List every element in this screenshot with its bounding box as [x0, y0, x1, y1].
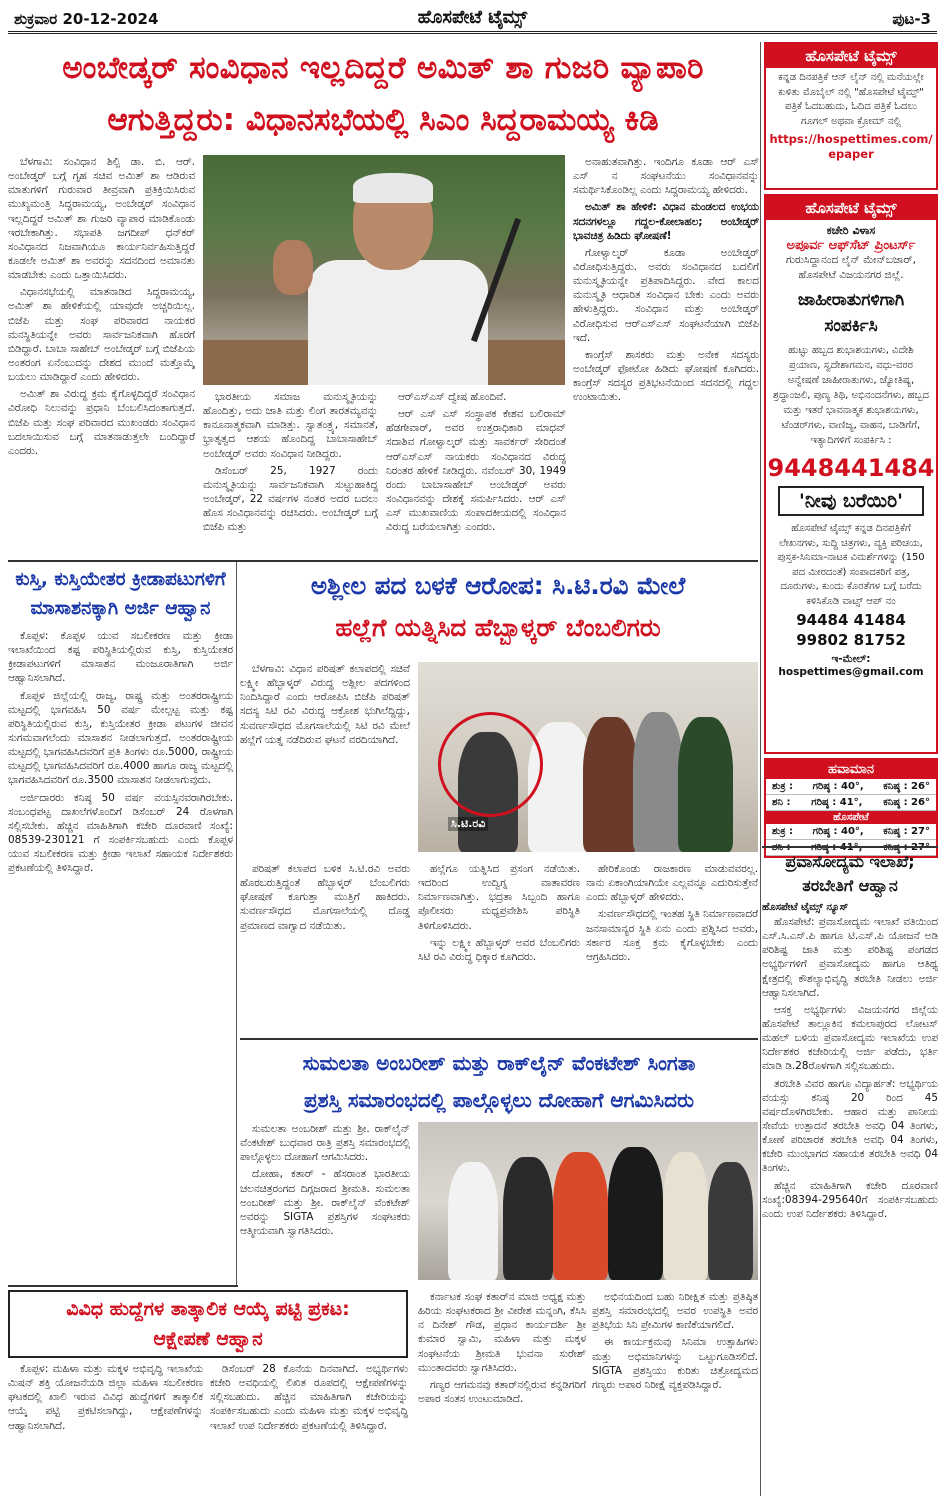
- ad-title-line-1: ಜಾಹೀರಾತುಗಳಿಗಾಗಿ: [797, 290, 905, 311]
- hudde-paragraph: ಡಿಸೆಂಬರ್ 28 ಕೊನೆಯ ದಿನವಾಗಿದೆ. ಅಭ್ಯರ್ಥಿಗಳು ಕಚೇರಿ ಅವಧಿಯಲ್ಲಿ ಲಿಖಿತ ರೂಪದಲ್ಲಿ ಆಕ್ಷೇಪಣೆಗಳನ್ನು ಸಲ್ಲಿಸಬಹುದು. ಹೆಚ್ಚಿನ ಮಾಹಿತಿಗಾಗಿ ಕಚೇರಿಯನ್ನು ಸಂಪರ್ಕಿಸಬಹುದು ಎಂದು ಮಹಿಳಾ ಮತ್ತು ಮಕ್ಕಳ ಅಭಿವೃದ್ಧಿ ಇಲಾಖೆ ಉಪ ನಿರ್ದೇಶಕರು ಪ್ರಕಟಣೆಯಲ್ಲಿ ತಿಳಿಸಿದ್ದಾರೆ.: [210, 1363, 408, 1432]
- hudde-headline: [8, 1290, 408, 1358]
- weather-min: ಕನಿಷ್ಠ : 26°: [883, 781, 930, 792]
- weather-row: [766, 779, 936, 795]
- lead-headline-line-1: ಅಂಬೇಡ್ಕರ್ ಸಂವಿಧಾನ ಇಲ್ಲದಿದ್ದರೆ ಅಮಿತ್ ಶಾ ಗುಜರಿ ವ್ಯಾಪಾರಿ: [62, 50, 704, 86]
- pravasodyama-paragraph: ಹೆಚ್ಚಿನ ಮಾಹಿತಿಗಾಗಿ ಕಚೇರಿ ದೂರವಾಣಿ ಸಂಖ್ಯೆ:08394-295640ಗೆ ಸಂಪರ್ಕಿಸಬಹುದು ಎಂದು ಉಪ ನಿರ್ದೇಶಕರು ತಿಳಿಸಿದ್ದಾರೆ.: [762, 1179, 938, 1220]
- lead-paragraph: ಆರ್‌ಎಸ್‌ಎಸ್ ದ್ವೇಷ ಹೊಂದಿವೆ.: [398, 391, 507, 403]
- column-rule: [236, 562, 237, 1287]
- ad-title: [766, 288, 936, 339]
- photo-person-hair: [353, 173, 433, 203]
- hudde-paragraph: ಕೊಪ್ಪಳ: ಮಹಿಳಾ ಮತ್ತು ಮಕ್ಕಳ ಅಭಿವೃದ್ಧಿ ಇಲಾಖೆಯ ಮಿಷನ್ ಶಕ್ತಿ ಯೋಜನೆಯಡಿ ಜಿಲ್ಲಾ ಮಹಿಳಾ ಸಬಲೀಕರಣ ಘಟಕದಲ್ಲಿ ಖಾಲಿ ಇರುವ ವಿವಿಧ ಹುದ್ದೆಗಳಿಗೆ ತಾತ್ಕಾಲಿಕ ಆಯ್ಕೆ ಪಟ್ಟಿ ಪ್ರಕಟಿಸಲಾಗಿದ್ದು, ಆಕ್ಷೇಪಣೆಗಳನ್ನು ಆಹ್ವಾನಿಸಲಾಗಿದೆ.: [8, 1363, 203, 1432]
- ctravi-column-1: [240, 662, 410, 857]
- kusti-story: [8, 565, 233, 1229]
- press-ad-brand: ಹೊಸಪೇಟೆ ಟೈಮ್ಸ್: [766, 196, 936, 220]
- highlight-circle: [438, 712, 543, 817]
- page-number: ಪುಟ-3: [892, 10, 931, 28]
- masthead: [8, 6, 937, 34]
- lead-subhead: ಅಮಿತ್ ಶಾ ಹೇಳಿಕೆ: ವಿಧಾನ ಮಂಡಲದ ಉಭಯ ಸದನಗಳಲ್ಲೂ ಗದ್ದಲ-ಕೋಲಾಹಲ; ಅಂಬೇಡ್ಕರ್ ಭಾವಚಿತ್ರ ಹಿಡಿದು ಘೋಷಣೆ!: [573, 201, 759, 242]
- photo-person-body: [308, 260, 488, 385]
- epaper-link[interactable]: https://hospettimes.com/: [769, 132, 933, 146]
- photo-person: [633, 712, 683, 852]
- sumalatha-paragraph: ಈ ಕಾರ್ಯಕ್ರಮವು ಸಿನಿಮಾ ಉತ್ಸಾಹಿಗಳು ಮತ್ತು ಅಭಿಮಾನಿಗಳನ್ನು ಒಟ್ಟುಗೂಡಿಸಲಿದೆ. SIGTA ಪ್ರಶಸ್ತಿಯು ಕುರಿತು ಚಿತ್ರೋದ್ಯಮದ ಗಣ್ಯರು ಅಪಾರ ನಿರೀಕ್ಷೆ ವ್ಯಕ್ತಪಡಿಸಿದ್ದಾರೆ.: [592, 1336, 758, 1391]
- office-address-label: ಕಚೇರಿ ವಿಳಾಸ: [826, 224, 876, 237]
- weather-title: ಹವಾಮಾನ: [766, 760, 936, 779]
- sumalatha-headline-line-1: ಸುಮಲತಾ ಅಂಬರೀಶ್ ಮತ್ತು ರಾಕ್‌ಲೈನ್ ವೆಂಕಟೇಶ್ ಸಿಂಗತಾ: [302, 1051, 696, 1075]
- ad-categories: ಹುಟ್ಟು ಹಬ್ಬದ ಶುಭಾಶಯಗಳು, ವಿದೇಶಿ ಪ್ರಯಾಣ, ಸ್ವದೇಶಾಗಮನ, ವಧು-ವರರ ಅನ್ವೇಷಣೆ ಜಾಹೀರಾತುಗಳು, ಜ್ಯೋತಿಷ್ಯ, ಶ್ರದ್ಧಾಂಜಲಿ, ಪುಣ್ಯ ತಿಥಿ, ಅಭಿನಂದನೆಗಳು, ಹಬ್ಬದ ಮತ್ತು ಇತರೆ ಭಾವನಾತ್ಮಕ ಶುಭಾಶಯಗಳು, ಟೆಂಡರ್‌ಗಳು, ವಾಣಿಜ್ಯ, ವಾಹನ, ಬಾಡಿಗೆಗೆ, ಇತ್ಯಾದಿಗಳಿಗೆ ಸಂಪರ್ಕಿಸಿ :: [773, 345, 929, 447]
- epaper-ad-text: ಕನ್ನಡ ದಿನಪತ್ರಿಕೆ ಆನ್ ಲೈನ್ ನಲ್ಲಿ ಮನೆಯಲ್ಲೇ ಕುಳಿತು ಮೊಬೈಲ್ ನಲ್ಲಿ "ಹೊಸಪೇಟೆ ಟೈಮ್ಸ್" ಪತ್ರಿಕೆ ಓದಬಹುದು, ಓದಿದ ಪತ್ರಿಕೆ ಓದಲು ಗೂಗಲ್ ಅಥವಾ ಕ್ರೋಮ್ ನಲ್ಲಿ: [778, 72, 924, 127]
- section-rule: [8, 560, 758, 562]
- lead-headline: [8, 42, 758, 152]
- ctravi-paragraph: ಬೆಳಗಾವಿ: ವಿಧಾನ ಪರಿಷತ್ ಕಲಾಪದಲ್ಲಿ ಸಚಿವೆ ಲಕ್ಷ್ಮೀ ಹೆಬ್ಬಾಳ್ಕರ್ ವಿರುದ್ಧ ಅಶ್ಲೀಲ ಪದಗಳಿಂದ ನಿಂದಿಸಿದ್ದಾರೆ ಎಂದು ಆರೋಪಿಸಿ ಬಿಜೆಪಿ ಪರಿಷತ್ ಸದಸ್ಯ ಸಿಟಿ ರವಿ ವಿರುದ್ಧ ಆಕ್ರೋಶ ಭುಗಿಲೆದ್ದಿದ್ದು, ಸುವರ್ಣಸೌಧದ ಮೊಗಸಾಲೆಯಲ್ಲಿ ಸಿಟಿ ರವಿ ಮೇಲೆ ಹಲ್ಲೆಗೆ ಯತ್ನ ನಡೆದಿರುವ ಘಟನೆ ವರದಿಯಾಗಿದೆ.: [240, 663, 410, 746]
- pravasodyama-paragraph: ತರಬೇತಿ ವಿವರ ಹಾಗೂ ವಿದ್ಯಾರ್ಹತೆ: ಅಭ್ಯರ್ಥಿಯ ವಯಸ್ಸು ಕನಿಷ್ಠ 20 ರಿಂದ 45 ವರ್ಷದೊಳಗಿರಬೇಕು. ಆಹಾರ ಮತ್ತು ಪಾನೀಯ ಸೇವೆಯ ಉತ್ಪಾದನೆ ತರಬೇತಿ ಅವಧಿ 04 ತಿಂಗಳು, ಕೋಣೆ ಪರಿಚಾರಕ ತರಬೇತಿ ಅವಧಿ 04 ತಿಂಗಳು, ಕಚೇರಿ ಮುಂಭಾಗದ ಸಹಾಯಕ ತರಬೇತಿ ಅವಧಿ 04 ತಿಂಗಳು.: [762, 1077, 938, 1175]
- photo-person-hand: [273, 240, 313, 295]
- weather-day: ಶನಿ :: [772, 797, 791, 808]
- pravasodyama-body: [762, 915, 938, 1504]
- sumalatha-paragraph: ಅಭಿನಯದಿಂದ ಬಹು ನಿರೀಕ್ಷಿತ ಮತ್ತು ಪ್ರತಿಷ್ಠಿತ ಪ್ರಶಸ್ತಿ ಸಮಾರಂಭದಲ್ಲಿ ಅವರ ಉಪಸ್ಥಿತಿ ಅವರ ಪ್ರತಿಭೆಯ ಸಿನಿ ಪ್ರೇಮಿಗಳ ಕಾಣಿಕೆಯಾಗಲಿದೆ.: [592, 1291, 758, 1332]
- lead-paragraph: ಡಿಸೆಂಬರ್ 25, 1927 ರಂದು ಮನುಸ್ಮೃತಿಯನ್ನು ಸಾರ್ವಜನಿಕವಾಗಿ ಸುಟ್ಟುಹಾಕಿದ್ದ ಅಂಬೇಡ್ಕರ್, 22 ವರ್ಷಗಳ ನಂತರ ಅದರ ಬದಲು ಹೊಸ ಸಂವಿಧಾನವನ್ನು ರಚಿಸಿದರು. ಅಂಬೇಡ್ಕರ್ ಬಗ್ಗೆ ಬಿಜೆಪಿ ಮತ್ತು: [203, 464, 378, 534]
- lead-headline-line-2: ಆಗುತ್ತಿದ್ದರು: ವಿಧಾನಸಭೆಯಲ್ಲಿ ಸಿಎಂ ಸಿದ್ದರಾಮಯ್ಯ ಕಿಡಿ: [107, 102, 659, 138]
- weather-min: ಕನಿಷ್ಠ : 26°: [883, 797, 930, 808]
- hudde-headline-line-1: ವಿವಿಧ ಹುದ್ದೆಗಳ ತಾತ್ಕಾಲಿಕ ಆಯ್ಕೆ ಪಟ್ಟಿ ಪ್ರಕಟ:: [66, 1298, 350, 1320]
- weather-day: ಶುಕ್ರ :: [772, 781, 794, 792]
- sumalatha-column-1: [240, 1122, 410, 1282]
- pravasodyama-paragraph: ಆಸಕ್ತ ಅಭ್ಯರ್ಥಿಗಳು ವಿಜಯನಗರ ಜಿಲ್ಲೆಯ ಹೊಸಪೇಟೆ ತಾಲ್ಲೂಕಿನ ಕಮಲಾಪುರದ ಲೋಟಸ್ ಮಹಲ್ ಬಳಿಯ ಪ್ರವಾಸೋದ್ಯಮ ಇಲಾಖೆಯ ಉಪ ನಿರ್ದೇಶಕರ ಕಚೇರಿಯಲ್ಲಿ ಅರ್ಜಿ ಪಡೆದು, ಭರ್ತಿ ಮಾಡಿ ಡಿ.28ರೊಳಗಾಗಿ ಸಲ್ಲಿಸಬಹುದು.: [762, 1003, 938, 1073]
- whatsapp-number-2[interactable]: 99802 81752: [796, 630, 906, 649]
- ctravi-headline-line-2: ಹಲ್ಲೆಗೆ ಯತ್ನಿಸಿದ ಹೆಬ್ಬಾಳ್ಕರ್ ಬೆಂಬಲಿಗರು: [335, 613, 661, 642]
- pravasodyama-story: [762, 850, 938, 1504]
- pravasodyama-headline: ಪ್ರವಾಸೋದ್ಯಮ ಇಲಾಖೆ; ತರಬೇತಿಗೆ ಆಹ್ವಾನ: [785, 852, 915, 895]
- ctravi-paragraph: ಪರಿಷತ್ ಕಲಾಪದ ಬಳಿಕ ಸಿ.ಟಿ.ರವಿ ಅವರು ಹೊರಬರುತ್ತಿದ್ದಂತೆ ಹೆಬ್ಬಾಳ್ಕರ್ ಬೆಂಬಲಿಗರು ಘೋಷಣೆ ಕೂಗುತ್ತಾ ಮುತ್ತಿಗೆ ಹಾಕಿದರು. ಸುವರ್ಣಸೌಧದ ಮೊಗಸಾಲೆಯಲ್ಲಿ ದೊಡ್ಡ ಪ್ರಮಾಣದ ವಾಗ್ವಾದ ನಡೆಯಿತು.: [240, 863, 410, 932]
- section-rule: [240, 1038, 758, 1040]
- ctravi-column-1b: [240, 862, 410, 1032]
- section-rule: [8, 1285, 238, 1287]
- lead-paragraph: ಅಮಿತ್ ಶಾ ವಿರುದ್ಧ ಕ್ರಮ ಕೈಗೊಳ್ಳದಿದ್ದರೆ ಸಂವಿಧಾನ ವಿರೋಧಿ ನಿಲುವನ್ನು ಪ್ರಧಾನಿ ಬೆಂಬಲಿಸಿದಂತಾಗುತ್ತದೆ. ಬಿಜೆಪಿ ಮತ್ತು ಸಂಘ ಪರಿವಾರದ ಮುಖಂಡರು ಸಂವಿಧಾನ ಬದಲಾಯಿಸುವ ಬಗ್ಗೆ ಮಾತನಾಡುತ್ತಲೇ ಬಂದಿದ್ದಾರೆ ಎಂದರು.: [8, 388, 195, 457]
- weather-max: ಗರಿಷ್ಠ : 40°,: [812, 826, 864, 837]
- weather-city: ಹೊಸಪೇಟೆ: [766, 811, 936, 824]
- ctravi-headline: [240, 565, 756, 649]
- whatsapp-number-1[interactable]: 94484 41484: [796, 611, 906, 630]
- write-to-us-slogan: 'ನೀವು ಬರೆಯಿರಿ': [778, 486, 924, 516]
- ctravi-photo: [418, 662, 758, 852]
- sumalatha-column-3: [592, 1290, 758, 1496]
- hudde-column-1: [8, 1362, 203, 1496]
- sumalatha-paragraph: ಸುಮಲತಾ ಅಂಬರೀಶ್ ಮತ್ತು ಶ್ರೀ. ರಾಕ್‌ಲೈನ್ ವೆಂಕಟೇಶ್ ಬುಧವಾರ ರಾತ್ರಿ ಪ್ರಶಸ್ತಿ ಸಮಾರಂಭದಲ್ಲಿ ಪಾಲ್ಗೊಳ್ಳಲು ದೋಹಾಗೆ ಆಗಮಿಸಿದರು.: [240, 1123, 410, 1164]
- photo-person: [448, 1162, 498, 1280]
- pravasodyama-byline: ಹೊಸಪೇಟೆ ಟೈಮ್ಸ್ ನ್ಯೂಸ್: [762, 902, 849, 913]
- hudde-headline-line-2: ಆಕ್ಷೇಪಣೆ ಆಹ್ವಾನ: [153, 1328, 263, 1350]
- sumalatha-headline-line-2: ಪ್ರಶಸ್ತಿ ಸಮಾರಂಭದಲ್ಲಿ ಪಾಲ್ಗೊಳ್ಳಲು ದೋಹಾಗೆ ಆಗಮಿಸಿದರು: [303, 1088, 695, 1112]
- issue-date: ಶುಕ್ರವಾರ 20-12-2024: [14, 10, 159, 28]
- write-to-us-text: ಹೊಸಪೇಟೆ ಟೈಮ್ಸ್ ಕನ್ನಡ ದಿನಪತ್ರಿಕೆಗೆ ಲೇಖನಗಳು, ಸುದ್ದಿ ಚಿತ್ರಗಳು, ವ್ಯಕ್ತಿ ಪರಿಚಯ, ಪುಸ್ತಕ-ಸಿನಿಮಾ-ನಾಟಕ ವಿಮರ್ಶೆಗಳನ್ನು (150 ಪದ ಮೀರದಂತೆ) ಸಂಪಾದಕರಿಗೆ ಪತ್ರ, ದೂರುಗಳು, ಕುಂದು ಕೊರತೆಗಳ ಬಗ್ಗೆ ಬರೆದು ಕಳಿಸಿಕೊಡಿ ವಾಟ್ಸ್ ಆಪ್ ನಂ: [777, 523, 925, 607]
- sumalatha-headline: [240, 1045, 758, 1119]
- hudde-story: [8, 1290, 408, 1358]
- sumalatha-paragraph: ದೋಹಾ, ಕತಾರ್ - ಹೆಸರಾಂತ ಭಾರತೀಯ ಚಲನಚಿತ್ರರಂಗದ ದಿಗ್ಗಜರಾದ ಶ್ರೀಮತಿ. ಸುಮಲತಾ ಅಂಬರೀಶ್ ಮತ್ತು ಶ್ರೀ. ರಾಕ್‌ಲೈನ್ ವೆಂಕಟೇಶ್ ಅವರನ್ನು SIGTA ಪ್ರಶಸ್ತಿಗಳ ಸಂಘಟಕರು ಆತ್ಮೀಯವಾಗಿ ಸ್ವಾಗತಿಸಿದರು.: [240, 1168, 410, 1237]
- lead-column-2: [203, 390, 378, 555]
- lead-paragraph: ಬೆಳಗಾವಿ: ಸಂವಿಧಾನ ಶಿಲ್ಪಿ ಡಾ. ಬಿ. ಆರ್. ಅಂಬೇಡ್ಕರ್ ಬಗ್ಗೆ ಗೃಹ ಸಚಿವ ಅಮಿತ್ ಶಾ ಆಡಿರುವ ಮಾತುಗಳಿಗೆ ಗುರುವಾರ ತೀವ್ರವಾಗಿ ಪ್ರತಿಕ್ರಿಯಿಸಿರುವ ಮುಖ್ಯಮಂತ್ರಿ ಸಿದ್ದರಾಮಯ್ಯ, ಅಂಬೇಡ್ಕರ್ ಸಂವಿಧಾನ ಇಲ್ಲದಿದ್ದರೆ ಅಮಿತ್ ಶಾ ಗುಜರಿ ವ್ಯಾಪಾರ ಮಾಡಿಕೊಂಡು ಇರಬೇಕಾಗಿತ್ತು. ಸಭಾಪತಿ ಜಗದೀಪ್ ಧನ್‌ಕರ್ ಸಂವಿಧಾನದ ನಿಜವಾಗಿಯೂ ಕಾರ್ಯನಿರ್ವಹಿಸುತ್ತಿದ್ದರೆ ಕೂಡಲೇ ಅಮಿತ್ ಶಾ ಅವರನ್ನು ಸದನದಿಂದ ಅಮಾನತು ಮಾಡಬೇಕು ಎಂದು ಒತ್ತಾಯಿಸಿದರು.: [8, 156, 195, 282]
- ctravi-column-2: [418, 862, 580, 1032]
- contact-email[interactable]: ಇ-ಮೇಲ್: hospettimes@gmail.com: [778, 653, 924, 679]
- weather-row: [766, 795, 936, 811]
- epaper-ad: [764, 42, 938, 190]
- ctravi-headline-line-1: ಅಶ್ಲೀಲ ಪದ ಬಳಕೆ ಆರೋಪ: ಸಿ.ಟಿ.ರವಿ ಮೇಲೆ: [310, 571, 686, 600]
- ctravi-paragraph: ಹಲ್ಲೆಗೂ ಯತ್ನಿಸಿದ ಪ್ರಸಂಗ ನಡೆಯಿತು. ಇದರಿಂದ ಉದ್ವಿಗ್ನ ವಾತಾವರಣ ನಿರ್ಮಾಣವಾಗಿತ್ತು. ಭದ್ರತಾ ಸಿಬ್ಬಂದಿ ಹಾಗೂ ಪೊಲೀಸರು ಮಧ್ಯಪ್ರವೇಶಿಸಿ ಪರಿಸ್ಥಿತಿ ತಿಳಿಗೊಳಿಸಿದರು.: [418, 863, 580, 932]
- kusti-paragraph: ಕೊಪ್ಪಳ: ಕೊಪ್ಪಳ ಯುವ ಸಬಲೀಕರಣ ಮತ್ತು ಕ್ರೀಡಾ ಇಲಾಖೆಯಿಂದ ಕಷ್ಟ ಪರಿಸ್ಥಿತಿಯಲ್ಲಿರುವ ಕುಸ್ತಿ, ಕುಸ್ತಿಯೇತರ ಕ್ರೀಡಾಪಟುಗಳಿಗೆ ಮಾಸಾಶನ ಮಂಜೂರಾತಿಗಾಗಿ ಅರ್ಜಿ ಆಹ್ವಾನಿಸಲಾಗಿದೆ.: [8, 630, 233, 685]
- photo-person: [663, 1152, 708, 1280]
- photo-person: [503, 1157, 553, 1280]
- epaper-link-path[interactable]: epaper: [828, 146, 874, 161]
- ctravi-column-3: [586, 862, 758, 1032]
- epaper-ad-brand: ಹೊಸಪೇಟೆ ಟೈಮ್ಸ್: [766, 44, 936, 68]
- kusti-body: [8, 629, 233, 1229]
- lead-column-1: [8, 155, 195, 555]
- office-address: ಗುರುಸಿದ್ದಾನಂದ ಲೈನ್ ಮೇನ್‌ಬಜಾರ್, ಹೊಸಪೇಟೆ ವಿಜಯನಗರ ಜಿಲ್ಲೆ.: [786, 254, 916, 281]
- ctravi-paragraph: ಸುವರ್ಣಸೌಧದಲ್ಲಿ ಇಂತಹ ಸ್ಥಿತಿ ನಿರ್ಮಾಣವಾದರೆ ಜನಸಾಮಾನ್ಯರ ಸ್ಥಿತಿ ಏನು ಎಂದು ಪ್ರಶ್ನಿಸಿದ ಅವರು, ಸರ್ಕಾರ ಸೂಕ್ತ ಕ್ರಮ ಕೈಗೊಳ್ಳಬೇಕು ಎಂದು ಆಗ್ರಹಿಸಿದರು.: [586, 908, 758, 963]
- photo-caption: ಸಿ.ಟಿ.ರವಿ: [448, 817, 488, 831]
- weather-max: ಗರಿಷ್ಠ : 40°,: [812, 781, 864, 792]
- pravasodyama-paragraph: ಹೊಸಪೇಟೆ: ಪ್ರವಾಸೋದ್ಯಮ ಇಲಾಖೆ ವತಿಯಿಂದ ಎಸ್.ಸಿ.ಎಸ್.ಪಿ ಹಾಗೂ ಟಿ.ಎಸ್.ಪಿ ಯೋಜನೆ ಅಡಿ ಪರಿಶಿಷ್ಟ ಜಾತಿ ಮತ್ತು ಪರಿಶಿಷ್ಟ ಪಂಗಡದ ಅಭ್ಯರ್ಥಿಗಳಿಗೆ ಪ್ರವಾಸೋದ್ಯಮ ಹಾಗೂ ಆತಿಥ್ಯ ಕ್ಷೇತ್ರದಲ್ಲಿ ಕೌಶಲ್ಯಾಭಿವೃದ್ಧಿ ತರಬೇತಿ ನೀಡಲು ಅರ್ಜಿ ಆಹ್ವಾನಿಸಲಾಗಿದೆ.: [762, 916, 938, 999]
- photo-person: [678, 717, 733, 852]
- weather-day: ಶುಕ್ರ :: [772, 826, 794, 837]
- advertising-contact-ad: [764, 194, 938, 754]
- sumalatha-photo: [418, 1122, 758, 1280]
- ctravi-paragraph: ಇನ್ನು ಲಕ್ಷ್ಮೀ ಹೆಬ್ಬಾಳ್ಕರ್ ಅವರ ಬೆಂಬಲಿಗರು ಸಿಟಿ ರವಿ ವಿರುದ್ಧ ಧಿಕ್ಕಾರ ಕೂಗಿದರು.: [418, 936, 580, 963]
- sidebar: [764, 42, 938, 842]
- lead-paragraph: ಆರ್ ಎಸ್ ಎಸ್ ಸಂಸ್ಥಾಪಕ ಕೇಶವ ಬಲಿರಾಮ್ ಹೆಡಗೇವಾರ್, ಅವರ ಉತ್ತರಾಧಿಕಾರಿ ಮಾಧವ್ ಸದಾಶಿವ ಗೋಳ್ವಾಲ್ಕರ್ ಮತ್ತು ಸಾವರ್ಕರ್ ಸೇರಿದಂತೆ ಆರ್‌ಎಸ್‌ಎಸ್ ನಾಯಕರು ಸಂವಿಧಾನದ ವಿರುದ್ಧ ನಿರಂತರ ಹೇಳಿಕೆ ನೀಡಿದ್ದರು. ನವೆಂಬರ್ 30, 1949 ರಂದು ಬಾಬಾಸಾಹೇಬ್ ಅಂಬೇಡ್ಕರ್ ಅವರು ಸಂವಿಧಾನವನ್ನು ದೇಶಕ್ಕೆ ಸಮರ್ಪಿಸಿದರು. ಆರ್ ಎಸ್ ಎಸ್ ಮುಖವಾಣಿಯ ಸಂಪಾದಕೀಯದಲ್ಲಿ ಸಂವಿಧಾನ ವಿರುದ್ಧ ಬರೆಯಲಾಗಿತ್ತು ಎಂದರು.: [386, 408, 566, 534]
- photo-person: [583, 717, 638, 852]
- press-name: ಅಪೂರ್ವ ಆಫ್‌ಸೆಟ್ ಪ್ರಿಂಟರ್ಸ್: [786, 238, 916, 253]
- lead-paragraph: ಭಾರತೀಯ ಸಮಾಜ ಮನುಸ್ಮೃತಿಯನ್ನು ಹೊಂದಿತ್ತು, ಅದು ಜಾತಿ ಮತ್ತು ಲಿಂಗ ತಾರತಮ್ಯವನ್ನು ಕಾನೂನಾತ್ಮಕವಾಗಿ ಮಾಡಿತ್ತು. ಸ್ವಾತಂತ್ರ್ಯ, ಸಮಾನತೆ, ಭ್ರಾತೃತ್ವದ ಆಶಯ ಹೊಂದಿದ್ದ ಬಾಬಾಸಾಹೇಬ್ ಅಂಬೇಡ್ಕರ್ ಅವರು ಸಂವಿಧಾನ ನೀಡಿದ್ದರು.: [203, 391, 378, 460]
- kusti-paragraph: ಕೊಪ್ಪಳ ಜಿಲ್ಲೆಯಲ್ಲಿ ರಾಜ್ಯ, ರಾಷ್ಟ್ರ ಮತ್ತು ಅಂತರರಾಷ್ಟ್ರೀಯ ಮಟ್ಟದಲ್ಲಿ ಭಾಗವಹಿಸಿ 50 ವರ್ಷ ಮೇಲ್ಪಟ್ಟ ಮತ್ತು ಕಷ್ಟ ಪರಿಸ್ಥಿತಿಯಲ್ಲಿರುವ ಕುಸ್ತಿ, ಕುಸ್ತಿಯೇತರ ಕ್ರೀಡಾ ಪಟುಗಳ ಜೀವನ ಸುಗಮವಾಗಲೆಂದು ಮಾಸಾಶನ ನೀಡಲಾಗುತ್ತದೆ. ಅಂತರರಾಷ್ಟ್ರೀಯ ಮಟ್ಟದಲ್ಲಿ ಭಾಗವಹಿಸಿದವರಿಗೆ ಪ್ರತಿ ತಿಂಗಳು ರೂ.5000, ರಾಷ್ಟ್ರೀಯ ಮಟ್ಟದಲ್ಲಿ ಭಾಗವಹಿಸಿದವರಿಗೆ ರೂ.4000 ಹಾಗೂ ರಾಜ್ಯ ಮಟ್ಟದಲ್ಲಿ ಭಾಗವಹಿಸಿದವರಿಗೆ ರೂ.3500 ಮಾಸಾಶನ ನೀಡಲಾಗುವುದು.: [8, 689, 233, 787]
- ad-title-line-2: ಸಂಪರ್ಕಿಸಿ: [824, 315, 878, 336]
- weather-box: [764, 758, 938, 858]
- column-rule: [760, 42, 761, 1496]
- ad-phone[interactable]: 9448441484: [767, 454, 935, 483]
- kusti-paragraph: ಅರ್ಜಿದಾರರು ಕನಿಷ್ಠ 50 ವರ್ಷ ವಯಸ್ಸಿನವರಾಗಿರಬೇಕು. ಸಂಬಂಧಪಟ್ಟ ದಾಖಲೆಗಳೊಂದಿಗೆ ಡಿಸೆಂಬರ್ 24 ರೊಳಗಾಗಿ ಸಲ್ಲಿಸಬೇಕು. ಹೆಚ್ಚಿನ ಮಾಹಿತಿಗಾಗಿ ಕಚೇರಿ ದೂರವಾಣಿ ಸಂಖ್ಯೆ: 08539-230121 ಗೆ ಸಂಪರ್ಕಿಸಬಹುದು ಎಂದು ಕೊಪ್ಪಳ ಯುವ ಸಬಲೀಕರಣ ಮತ್ತು ಕ್ರೀಡಾ ಇಲಾಖೆ ಸಹಾಯಕ ನಿರ್ದೇಶಕರು ಪ್ರಕಟಣೆಯಲ್ಲಿ ತಿಳಿಸಿದ್ದಾರೆ.: [8, 791, 233, 875]
- lead-paragraph: ಅನಾಹುತವಾಗಿತ್ತು. ಇಂದಿಗೂ ಕೂಡಾ ಆರ್ ಎಸ್ ಎಸ್ ನ ಸಂಘಟನೆಯು ಸಂವಿಧಾನವನ್ನು ಸಮರ್ಥಿಸಿಕೊಂಡಿಲ್ಲ ಎಂದು ಸಿದ್ದರಾಮಯ್ಯ ಹೇಳಿದರು.: [573, 156, 759, 197]
- ctravi-paragraph: ಹೇರಿಕೊಂಡು ರಾಜಕಾರಣ ಮಾಡುವವರಲ್ಲ. ನಾನು ಏಕಾಂಗಿಯಾಗಿಯೇ ಎಲ್ಲವನ್ನೂ ಎದುರಿಸುತ್ತೇನೆ ಎಂದು ಹೆಬ್ಬಾಳ್ಕರ್ ಹೇಳಿದರು.: [586, 863, 758, 904]
- lead-photo: [203, 155, 565, 385]
- lead-paragraph: ಕಾಂಗ್ರೆಸ್ ಶಾಸಕರು ಮತ್ತು ಅನೇಕ ಸದಸ್ಯರು ಅಂಬೇಡ್ಕರ್ ಫೋಟೋ ಹಿಡಿದು ಘೋಷಣೆ ಕೂಗಿದರು. ಕಾಂಗ್ರೆಸ್ ಸದಸ್ಯರ ಪ್ರತಿಭಟನೆಯಿಂದ ಸದನದಲ್ಲಿ ಗದ್ದಲ ಉಂಟಾಯಿತು.: [573, 348, 759, 404]
- weather-max: ಗರಿಷ್ಠ : 41°,: [811, 797, 863, 808]
- weather-row: [766, 824, 936, 840]
- sumalatha-paragraph: ಗಣ್ಯರ ಆಗಮನವು ಕತಾರ್‌ನಲ್ಲಿರುವ ಕನ್ನಡಿಗರಿಗೆ ಅಪಾರ ಸಂತಸ ಉಂಟುಮಾಡಿದೆ.: [418, 1378, 586, 1405]
- photo-person: [553, 1152, 608, 1280]
- hudde-column-2: [210, 1362, 408, 1496]
- kusti-headline: ಕುಸ್ತಿ, ಕುಸ್ತಿಯೇತರ ಕ್ರೀಡಾಪಟುಗಳಿಗೆ ಮಾಸಾಶನಕ್ಕಾಗಿ ಅರ್ಜಿ ಆಹ್ವಾನ: [15, 569, 226, 619]
- paper-name: ಹೊಸಪೇಟೆ ಟೈಮ್ಸ್: [417, 7, 528, 28]
- sumalatha-column-2: [418, 1290, 586, 1496]
- lead-paragraph: ವಿಧಾನಸಭೆಯಲ್ಲಿ ಮಾತನಾಡಿದ ಸಿದ್ದರಾಮಯ್ಯ, ಅಮಿತ್ ಶಾ ಹೇಳಿಕೆಯಲ್ಲಿ ಯಾವುದೇ ಅಚ್ಚರಿಯಿಲ್ಲ. ಬಿಜೆಪಿ ಮತ್ತು ಸಂಘ ಪರಿವಾರದ ನಾಯಕರ ಮನಸ್ಥಿತಿಯನ್ನೇ ಅವರು ಸಾರ್ವಜನಿಕವಾಗಿ ಹೊರಗೆ ಬಿಡಿದ್ದಾರೆ. ಬಾಬಾ ಸಾಹೇಬ್ ಅಂಬೇಡ್ಕರ್ ಬಗ್ಗೆ ಬಿಜೆಪಿಯ ಅಂತರಂಗ ಏನೆಂಬುದನ್ನು ದೇಶದ ಮುಂದೆ ಮತ್ತೊಮ್ಮೆ ಬಯಲು ಮಾಡಿದ್ದಾರೆ ಎಂದು ಹೇಳಿದರು.: [8, 286, 195, 384]
- photo-person: [708, 1162, 753, 1280]
- photo-person: [608, 1147, 663, 1280]
- sumalatha-paragraph: ಕರ್ನಾಟಕ ಸಂಘ ಕತಾರ್‌ನ ಮಾಜಿ ಅಧ್ಯಕ್ಷ ಮತ್ತು ಹಿರಿಯ ಸಂಘಟಕರಾದ ಶ್ರೀ ವೀರೇಶ ಮನ್ನಂಗಿ, ಕೆಸಿಸಿ ನ ದಿನೇಶ್ ಗೌಡ, ಪ್ರಧಾನ ಕಾರ್ಯದರ್ಶಿ ಶ್ರೀ ಕುಮಾರ ಸ್ವಾಮಿ, ಮಹಿಳಾ ಮತ್ತು ಮಕ್ಕಳ ಸಂಘಟನೆಯ ಶ್ರೀಮತಿ ಭುವನಾ ಸುರೇಶ್ ಮುಂತಾದವರು ಸ್ವಾಗತಿಸಿದರು.: [418, 1291, 586, 1374]
- lead-column-4: [573, 155, 759, 555]
- section-rule: [762, 846, 938, 848]
- weather-min: ಕನಿಷ್ಠ : 27°: [883, 826, 930, 837]
- lead-column-3: [386, 390, 566, 555]
- lead-paragraph: ಗೋಳ್ವಾಲ್ಕರ್ ಕೂಡಾ ಅಂಬೇಡ್ಕರ್ ವಿರೋಧಿಸುತ್ತಿದ್ದರು. ಅವರು ಸಂವಿಧಾನದ ಬದಲಿಗೆ ಮನುಸ್ಮೃತಿಯನ್ನೇ ಪ್ರತಿಪಾದಿಸಿದ್ದರು. ವೇದ ಕಾಲದ ಮನುಸ್ಮೃತಿ ಆಧಾರಿತ ಸಂವಿಧಾನ ಬೇಕು ಎಂದು ಅವರು ಹೇಳುತ್ತಿದ್ದರು. ಸಂವಿಧಾನ ಮತ್ತು ಅಂಬೇಡ್ಕರ್ ವಿರೋಧಿಸುವ ಆರ್‌ಎಸ್‌ಎಸ್ ಸಂಘಟನೆಯಾಗಿ ಬಿಜೆಪಿ ಇದೆ.: [573, 246, 759, 344]
